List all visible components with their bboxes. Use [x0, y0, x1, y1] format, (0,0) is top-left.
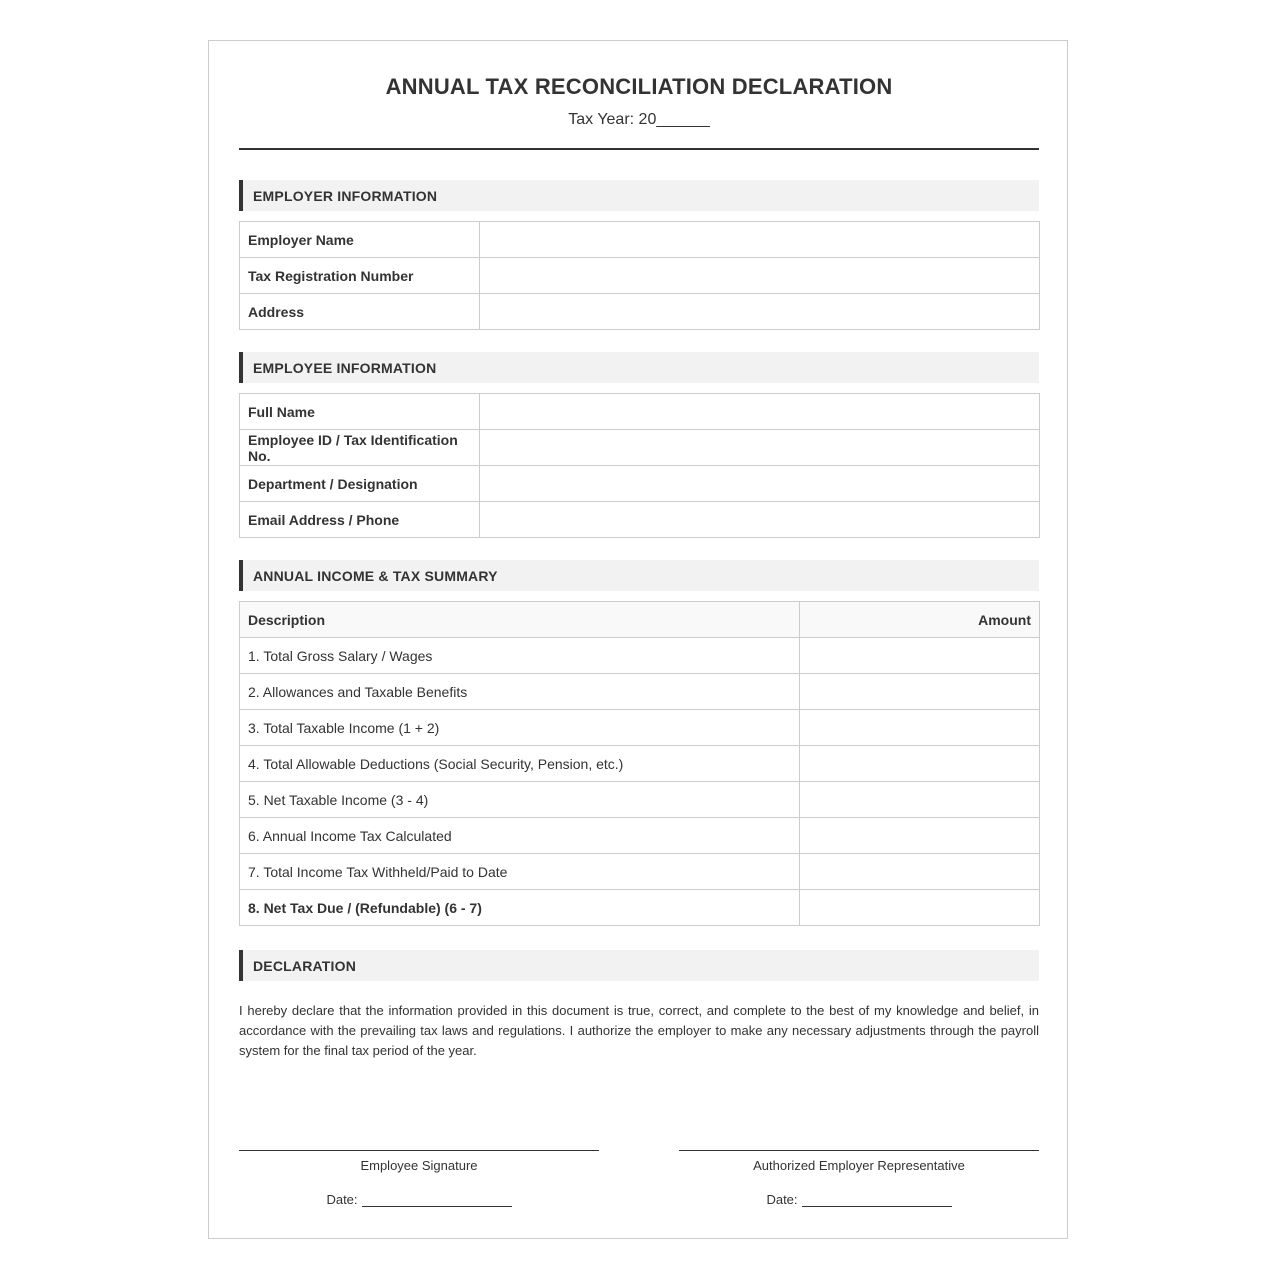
net-taxable-income-amount-field[interactable] [800, 782, 1040, 818]
employee-signature-label: Employee Signature [360, 1158, 478, 1173]
taxable-income-amount-field[interactable] [800, 710, 1040, 746]
employer-section-header [239, 180, 1039, 211]
declaration-text: I hereby declare that the information provided in this document is true, correct, and complete to the best of my knowledge and belief, in accordance with the prevailing tax laws and regulations. I authorize the employer to make any necessary adjustments through the payroll system for the final tax period of the year. [239, 1003, 1039, 1058]
summary-row-label: 8. Net Tax Due / (Refundable) (6 - 7) [240, 890, 800, 926]
full-name-field[interactable] [480, 394, 1040, 430]
table-row [240, 746, 1040, 782]
tax-withheld-amount-field[interactable] [800, 854, 1040, 890]
employer-address-label: Address [240, 294, 480, 330]
employer-address-field[interactable] [480, 294, 1040, 330]
deductions-amount-field[interactable] [800, 746, 1040, 782]
amount-column-header: Amount [800, 602, 1040, 638]
income-tax-calculated-amount-field[interactable] [800, 818, 1040, 854]
full-name-label: Full Name [240, 394, 480, 430]
employer-name-field[interactable] [480, 222, 1040, 258]
table-row [240, 674, 1040, 710]
employee-signature-line[interactable] [239, 1150, 599, 1151]
document-title: ANNUAL TAX RECONCILIATION DECLARATION [385, 74, 893, 99]
summary-row-label: 4. Total Allowable Deductions (Social Security, Pension, etc.) [240, 746, 800, 782]
table-row [240, 638, 1040, 674]
summary-row-label: 3. Total Taxable Income (1 + 2) [240, 710, 800, 746]
table-row [240, 710, 1040, 746]
summary-section-title: ANNUAL INCOME & TAX SUMMARY [253, 568, 498, 584]
declaration-section-title: DECLARATION [253, 958, 357, 974]
summary-row-label: 7. Total Income Tax Withheld/Paid to Date [240, 854, 800, 890]
employer-section-title: EMPLOYER INFORMATION [253, 188, 438, 204]
employer-name-label: Employer Name [240, 222, 480, 258]
employer-info-table [239, 221, 1040, 330]
employer-date-label: Date: [766, 1192, 798, 1207]
table-row [240, 502, 1040, 538]
department-label: Department / Designation [240, 466, 480, 502]
table-row [240, 258, 1040, 294]
table-row [240, 466, 1040, 502]
description-column-header: Description [240, 602, 800, 638]
title-divider [239, 148, 1039, 150]
tax-year-line: Tax Year: 20______ [568, 111, 710, 128]
net-tax-due-amount-field[interactable] [800, 890, 1040, 926]
employee-section-title: EMPLOYEE INFORMATION [253, 360, 437, 376]
employee-id-field[interactable] [480, 430, 1040, 466]
email-phone-field[interactable] [480, 502, 1040, 538]
summary-row-label: 6. Annual Income Tax Calculated [240, 818, 800, 854]
table-row [240, 430, 1040, 466]
summary-row-label: 5. Net Taxable Income (3 - 4) [240, 782, 800, 818]
summary-row-label: 1. Total Gross Salary / Wages [240, 638, 800, 674]
employer-signature-label: Authorized Employer Representative [753, 1158, 965, 1173]
table-row [240, 818, 1040, 854]
email-phone-label: Email Address / Phone [240, 502, 480, 538]
employer-signature-line[interactable] [679, 1150, 1039, 1151]
table-row [240, 294, 1040, 330]
table-row [240, 782, 1040, 818]
summary-row-label: 2. Allowances and Taxable Benefits [240, 674, 800, 710]
table-row [240, 394, 1040, 430]
employee-date-field[interactable] [362, 1192, 512, 1207]
table-row [240, 890, 1040, 926]
gross-salary-amount-field[interactable] [800, 638, 1040, 674]
declaration-section-header [239, 950, 1039, 981]
income-tax-summary-table [239, 601, 1040, 926]
tax-registration-number-label: Tax Registration Number [240, 258, 480, 294]
table-header-row [240, 602, 1040, 638]
employee-date-label: Date: [326, 1192, 358, 1207]
tax-registration-number-field[interactable] [480, 258, 1040, 294]
department-field[interactable] [480, 466, 1040, 502]
document-page [208, 40, 1068, 1239]
employer-date-field[interactable] [802, 1192, 952, 1207]
employee-date [239, 1192, 599, 1207]
employee-id-label: Employee ID / Tax Identification No. [240, 430, 480, 466]
summary-section-header [239, 560, 1039, 591]
allowances-amount-field[interactable] [800, 674, 1040, 710]
table-row [240, 222, 1040, 258]
table-row [240, 854, 1040, 890]
employer-date [679, 1192, 1039, 1207]
employee-info-table [239, 393, 1040, 538]
employee-section-header [239, 352, 1039, 383]
